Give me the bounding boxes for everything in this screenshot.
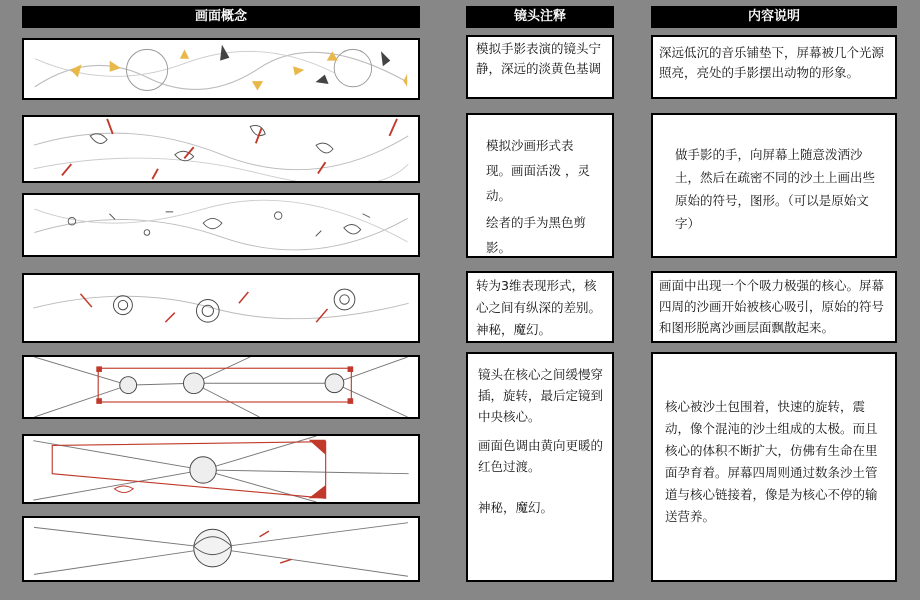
lens-note-2-text-2: 绘者的手为黑色剪影。	[486, 215, 587, 255]
lens-note-3-text: 转为3维表现形式，核心之间有纵深的差别。神秘，魔幻。	[476, 278, 602, 337]
zoom-core-sketch	[24, 436, 418, 502]
concept-header: 画面概念	[22, 6, 420, 28]
storyboard-panel-2	[22, 115, 420, 183]
hand-shadow-sketch	[24, 40, 418, 98]
content-note-2-text: 做手影的手，向屏幕上随意泼洒沙土，然后在疏密不同的沙土上画出些原始的符号，图形。（可以是原始文字）	[675, 147, 876, 231]
lens-note-4-text-3: 神秘，魔幻。	[478, 500, 554, 515]
lens-note-2	[466, 113, 614, 258]
storyboard-panel-1	[22, 38, 420, 100]
vortex-cores-sketch	[24, 275, 418, 341]
content-note-4-text: 核心被沙土包围着，快速的旋转，震动，像个混沌的沙土组成的太极。而且核心的体积不断扩大，仿佛有生命在里面孕育着。屏幕四周则通过数条沙土管道与核心链接着，像是为核心不停的输送营养。	[665, 399, 878, 524]
content-note-1	[651, 35, 897, 99]
storyboard-panel-6	[22, 434, 420, 504]
lens-header: 镜头注释	[466, 6, 614, 28]
storyboard-panel-4	[22, 273, 420, 343]
lens-note-4	[466, 352, 614, 582]
storyboard-panel-5	[22, 355, 420, 419]
lens-note-4-text-1: 镜头在核心之间缓慢穿插，旋转，最后定镜到中央核心。	[478, 367, 604, 424]
content-note-1-text: 深远低沉的音乐铺垫下，屏幕被几个光源照亮，亮处的手影摆出动物的形象。	[659, 45, 885, 80]
lens-note-1-text: 模拟手影表演的镜头宁静，深远的淡黄色基调	[476, 41, 602, 76]
sand-hands-sketch	[24, 117, 418, 181]
lens-note-2-text-1: 模拟沙画形式表现。画面活泼 ，灵动。	[486, 138, 590, 203]
storyboard-panel-7	[22, 516, 420, 582]
lens-note-1	[466, 35, 614, 99]
content-header: 内容说明	[651, 6, 897, 28]
lens-note-3	[466, 271, 614, 343]
sand-symbols-sketch	[24, 195, 418, 255]
content-note-3-text: 画面中出现一个个吸力极强的核心。屏幕四周的沙画开始被核心吸引，原始的符号和图形脱离沙画层面飘散起来。	[659, 278, 885, 335]
lens-note-4-text-2: 画面色调由黄向更暖的红色过渡。	[478, 438, 604, 474]
core-closeup-sketch	[24, 518, 418, 580]
content-note-2	[651, 113, 897, 258]
content-note-3	[651, 271, 897, 343]
storyboard-panel-3	[22, 193, 420, 257]
core-network-sketch	[24, 357, 418, 417]
content-note-4	[651, 352, 897, 582]
